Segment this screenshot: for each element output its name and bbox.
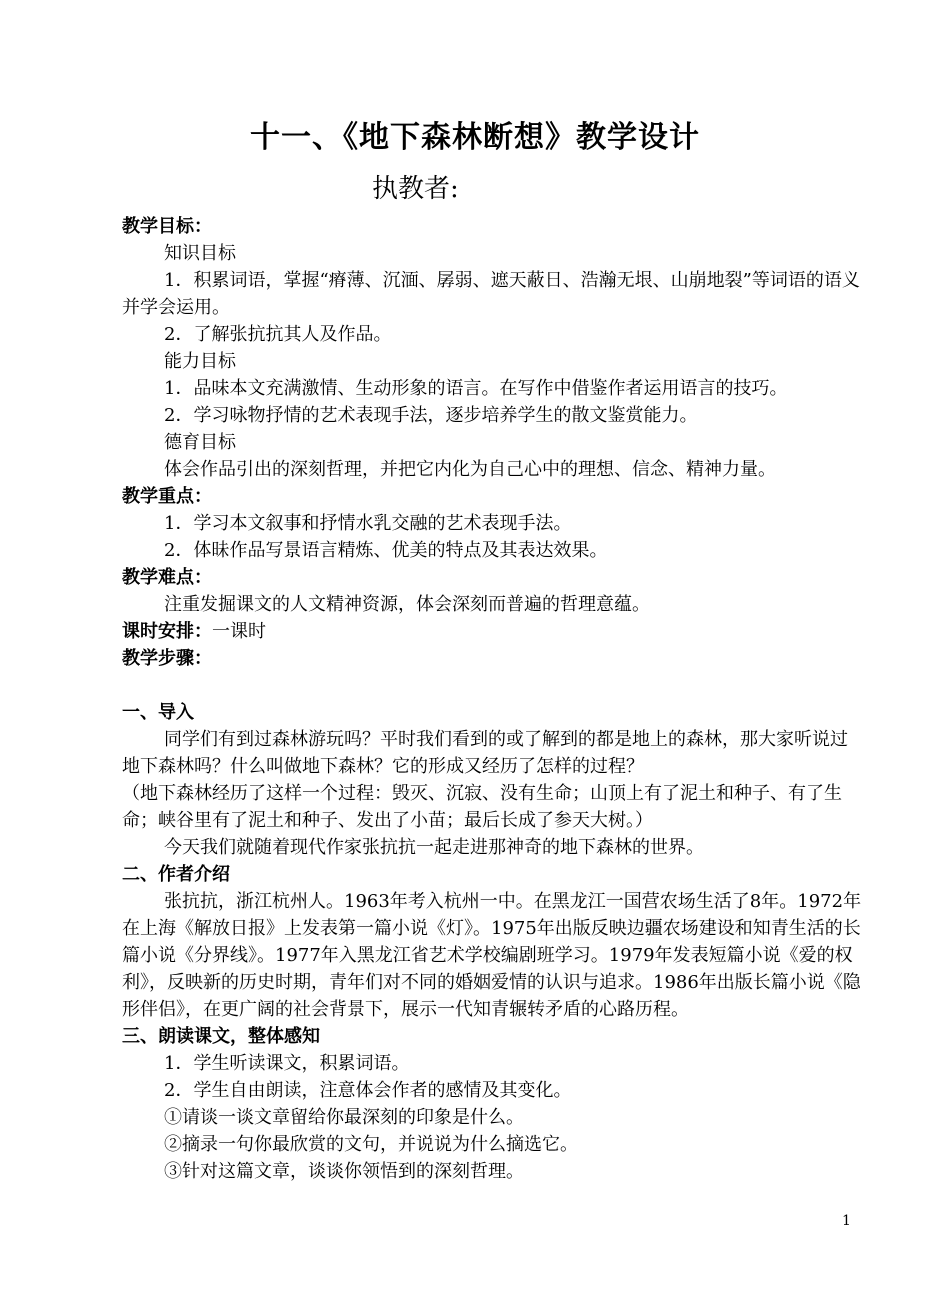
section-3-sub-1: ①请谈一谈文章留给你最深刻的印象是什么。 [164,1107,524,1128]
key-point-2: 2．体昧作品写景语言精炼、优美的特点及其表达效果。 [164,540,608,561]
section-3-item-2: 2．学生自由朗读，注意体会作者的感情及其变化。 [164,1080,572,1101]
section-2-para-1: 张抗抗，浙江杭州人。1963年考入杭州一中。在黑龙江一国营农场生活了8年。1972年在上海《解放日报》上发表第一篇小说《灯》。1975年出版反映边疆农场建设和知青生活的长篇小说《分界线》。1977年入黑龙江省艺术学校编剧班学习。1979年发表短篇小说《爱的权利》，反映新的历史时期，青年们对不同的婚姻爱情的认识与追求。1986年出版长篇小说《隐形伴侣》，在更广阔的社会背景下，展示一代知青辗转矛盾的心路历程。 [122,891,862,1020]
knowledge-item-2: 2．了解张抗抗其人及作品。 [164,324,392,345]
blank-line [122,672,862,699]
section-1-para-1: 同学们有到过森林游玩吗？平时我们看到的或了解到的都是地上的森林，那大家听说过地下森林吗？什么叫做地下森林？它的形成又经历了怎样的过程？ [122,729,848,777]
key-points-heading: 教学重点： [122,486,212,507]
section-1-para-3: 今天我们就随着现代作家张抗抗一起走进那神奇的地下森林的世界。 [164,837,704,858]
section-1-para-2: （地下森林经历了这样一个过程：毁灭、沉寂、没有生命；山顶上有了泥土和种子、有了生命；峡谷里有了泥土和种子、发出了小苗；最后长成了参天大树。） [122,783,842,831]
schedule-value: 一课时 [212,621,266,642]
moral-label: 德育目标 [164,432,236,453]
knowledge-label: 知识目标 [164,243,236,264]
document-body [122,213,862,1185]
key-point-1: 1．学习本文叙事和抒情水乳交融的艺术表现手法。 [164,513,572,534]
schedule-line [122,618,862,645]
difficulties-heading: 教学难点： [122,567,212,588]
section-3-sub-3: ③针对这篇文章，谈谈你领悟到的深刻哲理。 [164,1161,524,1182]
section-2-heading: 二、作者介绍 [122,864,230,885]
section-1-heading: 一、导入 [122,702,194,723]
schedule-heading: 课时安排： [122,621,212,642]
page-number: 1 [842,1213,851,1229]
steps-heading: 教学步骤： [122,648,212,669]
section-3-heading: 三、朗读课文，整体感知 [122,1026,320,1047]
teacher-label: 执教者: [372,174,459,204]
moral-item-1: 体会作品引出的深刻哲理，并把它内化为自己心中的理想、信念、精神力量。 [164,459,776,480]
ability-label: 能力目标 [164,351,236,372]
objectives-heading: 教学目标： [122,216,212,237]
ability-item-2: 2．学习咏物抒情的艺术表现手法，逐步培养学生的散文鉴赏能力。 [164,405,698,426]
ability-item-1: 1．品味本文充满激情、生动形象的语言。在写作中借鉴作者运用语言的技巧。 [164,378,788,399]
section-3-item-1: 1．学生听读课文，积累词语。 [164,1053,410,1074]
document-title: 十一、《地下森林断想》教学设计 [250,120,700,155]
knowledge-item-1: 1．积累词语，掌握“瘠薄、沉湎、孱弱、遮天蔽日、浩瀚无垠、山崩地裂”等词语的语义并学会运用。 [122,270,860,318]
difficulty-1: 注重发掘课文的人文精神资源，体会深刻而普遍的哲理意蕴。 [164,594,650,615]
section-3-sub-2: ②摘录一句你最欣赏的文句，并说说为什么摘选它。 [164,1134,578,1155]
